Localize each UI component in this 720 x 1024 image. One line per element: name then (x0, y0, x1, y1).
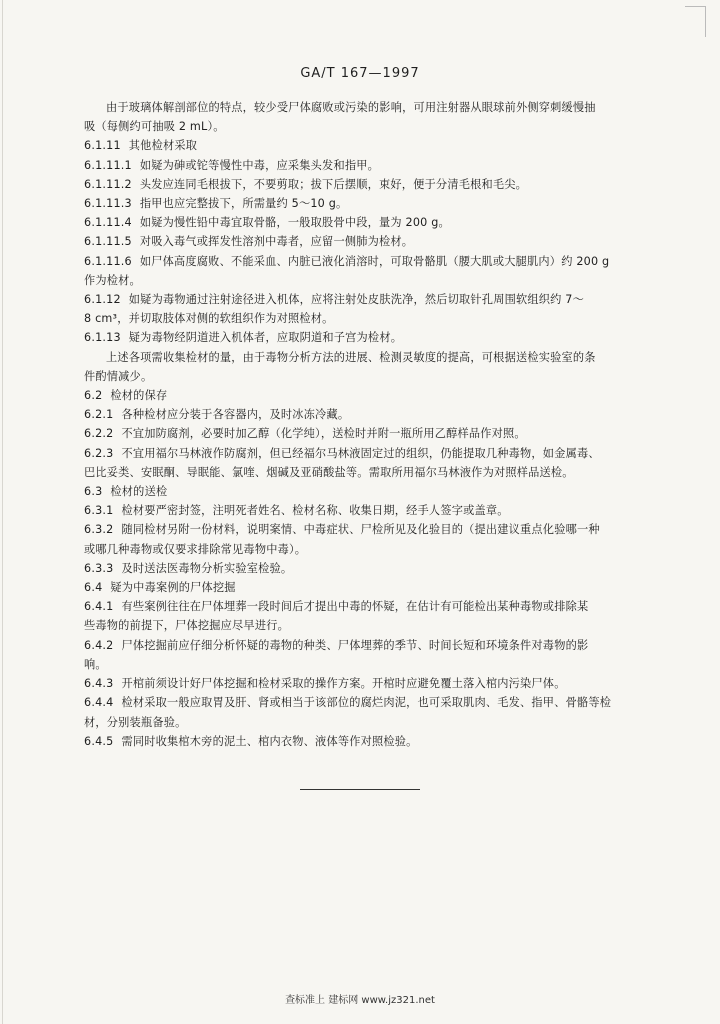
clause-number: 6.3.1 (84, 504, 114, 518)
clause-number: 6.1.11.2 (84, 177, 132, 191)
document-body (84, 98, 658, 751)
clause-text: 作为检材。 (84, 273, 141, 287)
clause-number: 6.4.1 (84, 600, 114, 614)
clause-number: 6.3 (84, 485, 103, 499)
clause-text: 头发应连同毛根拔下，不要剪取；拔下后摆顺，束好，便于分清毛根和毛尖。 (139, 177, 528, 191)
clause-text: 检材的保存 (110, 389, 168, 403)
text-line (84, 616, 658, 635)
clause-text: 对吸入毒气或挥发性溶剂中毒者，应留一侧肺为检材。 (139, 235, 414, 249)
clause-line (84, 482, 658, 501)
clause-number: 6.4.4 (84, 696, 114, 710)
clause-line (84, 520, 658, 539)
clause-text: 检材要严密封签，注明死者姓名、检材名称、收集日期，经手人签字或盖章。 (121, 504, 509, 518)
clause-line (84, 559, 658, 578)
text-line (84, 655, 658, 674)
text-line (84, 348, 658, 367)
document-code-header: GA/T 167—1997 (300, 66, 420, 81)
clause-line (84, 213, 658, 232)
footer-watermark: 查标准上 建标网 www.jz321.net (285, 995, 435, 1006)
clause-number: 6.4.2 (84, 638, 114, 652)
clause-line (84, 424, 658, 443)
clause-line (84, 386, 658, 405)
clause-text: 其他检材采取 (128, 139, 198, 153)
clause-text: 疑为中毒案例的尸体挖掘 (110, 581, 236, 595)
clause-text: 如疑为砷或铊等慢性中毒，应采集头发和指甲。 (139, 158, 379, 172)
clause-text: 吸（每侧约可抽吸 2 mL）。 (84, 120, 225, 134)
text-line (84, 98, 658, 117)
clause-line (84, 232, 658, 251)
clause-number: 6.1.11.5 (84, 235, 132, 249)
clause-text: 检材的送检 (110, 485, 168, 499)
clause-line (84, 501, 658, 520)
clause-text: 需同时收集棺木旁的泥土、棺内衣物、液体等作对照检验。 (121, 734, 418, 748)
clause-number: 6.1.11.4 (84, 216, 132, 230)
scan-edge-line (2, 0, 3, 1024)
clause-text: 或哪几种毒物或仅要求排除常见毒物中毒）。 (84, 542, 307, 556)
clause-text: 不宜加防腐剂，必要时加乙醇（化学纯），送检时并附一瓶所用乙醇样品作对照。 (121, 427, 526, 441)
clause-line (84, 290, 658, 309)
text-line (84, 271, 658, 290)
clause-line (84, 175, 658, 194)
clause-line (84, 693, 658, 712)
clause-line (84, 597, 658, 616)
clause-text: 如尸体高度腐败、不能采血、内脏已液化消溶时，可取骨骼肌（腰大肌或大腿肌内）约 200 g (139, 254, 610, 268)
clause-text: 件酌情减少。 (84, 369, 153, 383)
clause-line (84, 136, 658, 155)
text-line (84, 713, 658, 732)
clause-line (84, 194, 658, 213)
clause-line (84, 732, 658, 751)
clause-number: 6.3.3 (84, 561, 114, 575)
clause-line (84, 444, 658, 463)
text-line (84, 309, 658, 328)
clause-text: 些毒物的前提下，尸体挖掘应尽早进行。 (84, 619, 289, 633)
clause-text: 有些案例往往在尸体埋葬一段时间后才提出中毒的怀疑，在估计有可能检出某种毒物或排除某 (121, 600, 589, 614)
text-line (84, 540, 658, 559)
clause-text: 检材采取一般应取胃及肝、肾或相当于该部位的腐烂肉泥，也可采取肌肉、毛发、指甲、骨骼等检 (121, 696, 612, 710)
clause-number: 6.3.2 (84, 523, 114, 537)
clause-number: 6.4.5 (84, 734, 114, 748)
end-divider (300, 789, 420, 790)
clause-text: 尸体挖掘前应仔细分析怀疑的毒物的种类、尸体埋葬的季节、时间长短和环境条件对毒物的影 (121, 638, 589, 652)
clause-number: 6.2.3 (84, 446, 114, 460)
clause-text: 巴比妥类、安眠酮、导眠能、氯喹、烟碱及亚硝酸盐等。需取所用福尔马林液作为对照样品送检。 (84, 465, 574, 479)
clause-text: 及时送法医毒物分析实验室检验。 (121, 561, 293, 575)
clause-text: 响。 (84, 657, 107, 671)
clause-text: 由于玻璃体解剖部位的特点，较少受尸体腐败或污染的影响，可用注射器从眼球前外侧穿刺缓慢抽 (106, 101, 596, 114)
clause-number: 6.2.1 (84, 408, 114, 422)
clause-line (84, 328, 658, 347)
clause-text: 各种检材应分装于各容器内，及时冰冻冷藏。 (121, 408, 350, 422)
clause-line (84, 578, 658, 597)
clause-text: 开棺前须设计好尸体挖掘和检材采取的操作方案。开棺时应避免覆土落入棺内污染尸体。 (121, 677, 566, 691)
clause-number: 6.2.2 (84, 427, 114, 441)
clause-line (84, 674, 658, 693)
clause-text: 疑为毒物经阴道进入机体者，应取阴道和子宫为检材。 (128, 331, 403, 345)
clause-line (84, 405, 658, 424)
clause-text: 不宜用福尔马林液作防腐剂，但已经福尔马林液固定过的组织，仍能提取几种毒物，如金属毒、 (121, 446, 600, 460)
clause-number: 6.1.13 (84, 331, 121, 345)
clause-line (84, 156, 658, 175)
clause-line (84, 252, 658, 271)
clause-text: 指甲也应完整拔下，所需量约 5～10 g。 (139, 197, 348, 211)
clause-text: 随同检材另附一份材料，说明案情、中毒症状、尸检所见及化验目的（提出建议重点化验哪一种 (121, 523, 600, 537)
text-line (84, 463, 658, 482)
clause-text: 材，分别装瓶备验。 (84, 715, 187, 729)
clause-text: 8 cm³，并切取肢体对侧的软组织作为对照检材。 (84, 312, 334, 326)
text-line (84, 367, 658, 386)
clause-text: 如疑为毒物通过注射途径进入机体，应将注射处皮肤洗净，然后切取针孔周围软组织约 7～ (128, 293, 584, 307)
clause-line (84, 636, 658, 655)
clause-number: 6.1.11 (84, 139, 121, 153)
clause-number: 6.1.11.3 (84, 197, 132, 211)
clause-number: 6.1.12 (84, 293, 121, 307)
clause-number: 6.2 (84, 389, 103, 403)
clause-number: 6.1.11.6 (84, 254, 132, 268)
clause-number: 6.4 (84, 581, 103, 595)
clause-text: 上述各项需收集检材的量，由于毒物分析方法的进展、检测灵敏度的提高，可根据送检实验室的条 (106, 350, 596, 364)
text-line (84, 117, 658, 136)
clause-number: 6.1.11.1 (84, 158, 132, 172)
clause-number: 6.4.3 (84, 677, 114, 691)
scan-corner-mark (685, 6, 706, 37)
clause-text: 如疑为慢性铅中毒宜取骨骼，一般取股骨中段，量为 200 g。 (139, 216, 450, 230)
